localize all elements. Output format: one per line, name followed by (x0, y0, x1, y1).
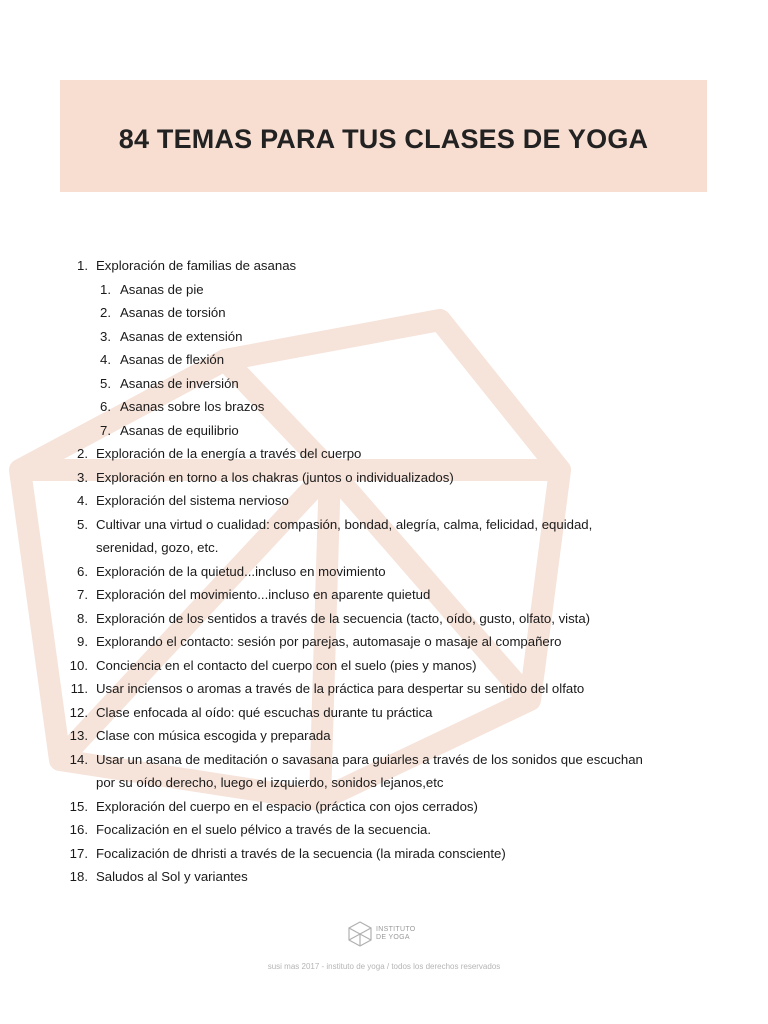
item-text: Conciencia en el contacto del cuerpo con el suelo (pies y manos) (96, 657, 477, 673)
sub-list-item (0, 327, 768, 351)
item-text: Cultivar una virtud o cualidad: compasión, bondad, alegría, calma, felicidad, equidad, (96, 516, 593, 532)
item-text: Exploración de la quietud...incluso en movimiento (96, 563, 386, 579)
list-item (0, 867, 768, 891)
item-text: Exploración de familias de asanas (96, 258, 297, 273)
institute-logo (346, 920, 426, 950)
list-item (0, 679, 768, 703)
list-item-continuation (0, 773, 768, 797)
item-text: Asanas de torsión (120, 305, 226, 320)
item-text: Usar inciensos o aromas a través de la práctica para despertar su sentido del olfato (96, 681, 585, 696)
item-number: 6. (77, 563, 88, 579)
list-item (0, 609, 768, 633)
item-number: 13. (69, 728, 88, 743)
list-item (0, 444, 768, 468)
list-item (0, 844, 768, 868)
item-text: Exploración de los sentidos a través de la secuencia (tacto, oído, gusto, olfato, vista) (96, 610, 591, 626)
footer-copyright: susi mas 2017 - instituto de yoga / todos los derechos reservados (267, 962, 501, 971)
logo-text: INSTITUTO DE YOGA (376, 926, 416, 941)
item-text: Asanas de inversión (120, 375, 239, 391)
item-text: Focalización en el suelo pélvico a través de la secuencia. (96, 822, 432, 837)
item-text: Asanas de pie (120, 281, 204, 297)
item-number: 1. (77, 258, 88, 273)
item-text: por su oído derecho, luego el izquierdo, sonidos lejanos,etc (96, 775, 444, 790)
sub-list-item (0, 421, 768, 445)
item-number: 9. (77, 634, 88, 649)
list-item (0, 515, 768, 539)
sub-list-item (0, 303, 768, 327)
item-number: 1. (100, 281, 111, 297)
item-text: Exploración en torno a los chakras (juntos o individualizados) (96, 469, 454, 485)
item-number: 12. (69, 704, 88, 720)
list-item (0, 726, 768, 750)
item-text: Exploración del sistema nervioso (96, 493, 289, 508)
sub-list-item (0, 350, 768, 374)
item-number: 10. (69, 657, 88, 673)
item-number: 8. (77, 610, 88, 626)
item-text: Focalización de dhristi a través de la secuencia (la mirada consciente) (96, 845, 506, 861)
item-number: 5. (77, 516, 88, 532)
item-number: 16. (69, 822, 88, 837)
item-number: 14. (69, 751, 88, 767)
item-number: 4. (77, 493, 88, 508)
title-banner (60, 80, 707, 192)
item-number: 2. (77, 446, 88, 461)
item-text: Exploración del cuerpo en el espacio (práctica con ojos cerrados) (96, 798, 478, 814)
item-text: Asanas sobre los brazos (120, 399, 265, 414)
sub-list-item (0, 280, 768, 304)
list-item (0, 797, 768, 821)
list-item (0, 632, 768, 656)
list-item (0, 491, 768, 515)
item-text: Asanas de flexión (120, 352, 225, 367)
item-text: Clase con música escogida y preparada (96, 728, 331, 743)
sub-list-item (0, 397, 768, 421)
sub-list-item (0, 374, 768, 398)
list-item (0, 256, 768, 280)
list-item (0, 703, 768, 727)
page-title: 84 TEMAS PARA TUS CLASES DE YOGA (118, 124, 649, 154)
list-item (0, 585, 768, 609)
topic-list (0, 256, 768, 891)
item-number: 17. (69, 845, 88, 861)
item-number: 7. (100, 422, 111, 438)
item-text: Usar un asana de meditación o savasana para guiarles a través de los sonidos que escuchan (96, 751, 643, 767)
list-item (0, 820, 768, 844)
list-item (0, 468, 768, 492)
list-item (0, 750, 768, 774)
item-text: Exploración de la energía a través del cuerpo (96, 446, 362, 461)
item-text: serenidad, gozo, etc. (96, 540, 219, 555)
list-item (0, 656, 768, 680)
item-number: 3. (100, 328, 111, 344)
item-number: 15. (69, 798, 88, 814)
item-text: Exploración del movimiento...incluso en aparente quietud (96, 587, 431, 602)
item-text: Asanas de equilibrio (120, 422, 239, 438)
geometric-hexagon-logo-icon (346, 920, 374, 948)
item-number: 6. (100, 399, 111, 414)
item-number: 4. (100, 352, 111, 367)
item-number: 18. (69, 869, 88, 884)
list-item-continuation (0, 538, 768, 562)
item-number: 7. (77, 587, 88, 602)
item-number: 11. (70, 681, 88, 696)
item-text: Explorando el contacto: sesión por parejas, automasaje o masaje al compañero (96, 634, 562, 649)
item-number: 5. (100, 375, 111, 391)
item-text: Asanas de extensión (120, 328, 243, 344)
item-number: 3. (77, 469, 88, 485)
item-text: Saludos al Sol y variantes (96, 869, 248, 884)
item-text: Clase enfocada al oído: qué escuchas durante tu práctica (96, 704, 433, 720)
list-item (0, 562, 768, 586)
item-number: 2. (100, 305, 111, 320)
